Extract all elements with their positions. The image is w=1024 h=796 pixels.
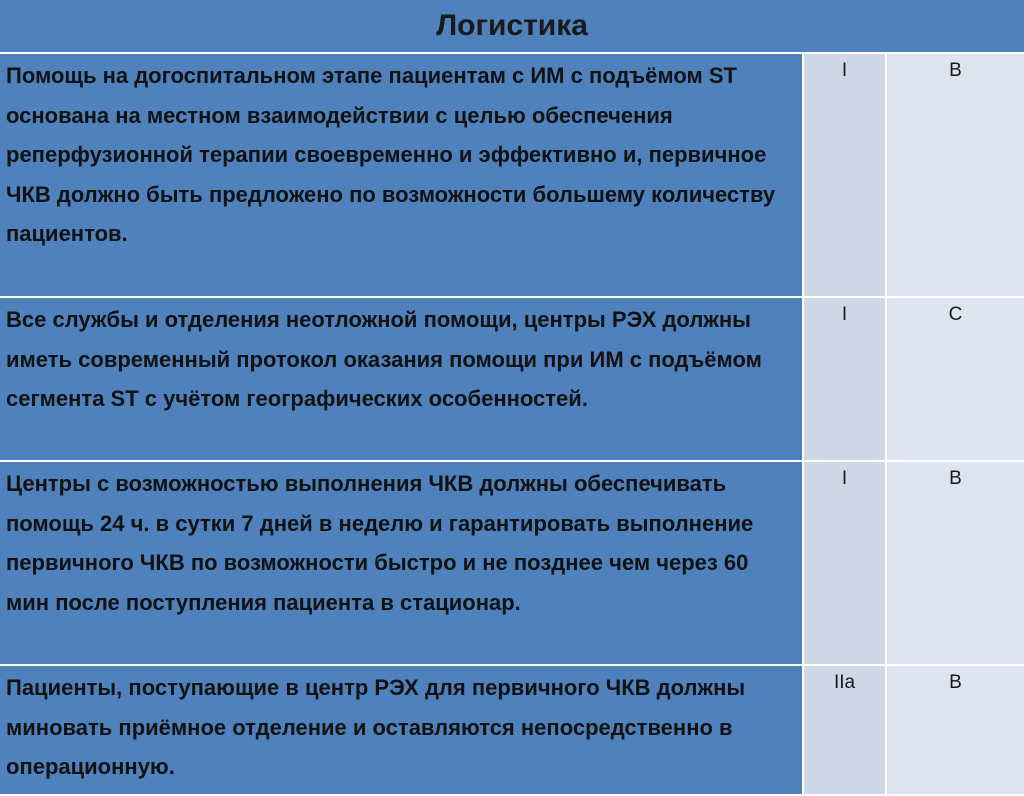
evidence-level: C	[886, 297, 1024, 461]
evidence-level: B	[886, 461, 1024, 665]
table-row	[0, 53, 1024, 297]
recommendation-text: Центры с возможностью выполнения ЧКВ должны обеспечивать помощь 24 ч. в сутки 7 дней в неделю и гарантировать выполнение первичного ЧКВ по возможности быстро и не позднее чем через 60 мин после поступления пациента в стационар.	[0, 461, 803, 665]
recommendation-class: I	[803, 297, 886, 461]
recommendation-class: IIa	[803, 665, 886, 795]
recommendation-class: I	[803, 53, 886, 297]
table-row	[0, 665, 1024, 795]
table-row	[0, 297, 1024, 461]
evidence-level: B	[886, 53, 1024, 297]
evidence-level: B	[886, 665, 1024, 795]
table-row	[0, 461, 1024, 665]
title-row	[0, 0, 1024, 53]
page-title: Логистика	[0, 0, 1024, 53]
recommendation-text: Пациенты, поступающие в центр РЭХ для первичного ЧКВ должны миновать приёмное отделение и оставляются непосредственно в операционную.	[0, 665, 803, 795]
recommendation-text: Все службы и отделения неотложной помощи, центры РЭХ должны иметь современный протокол оказания помощи при ИМ с подъёмом сегмента ST с учётом географических особенностей.	[0, 297, 803, 461]
recommendation-class: I	[803, 461, 886, 665]
recommendation-text: Помощь на догоспитальном этапе пациентам с ИМ с подъёмом ST основана на местном взаимодействии с целью обеспечения реперфузионной терапии своевременно и эффективно и, первичное ЧКВ должно быть предложено по возможности большему количеству пациентов.	[0, 53, 803, 297]
